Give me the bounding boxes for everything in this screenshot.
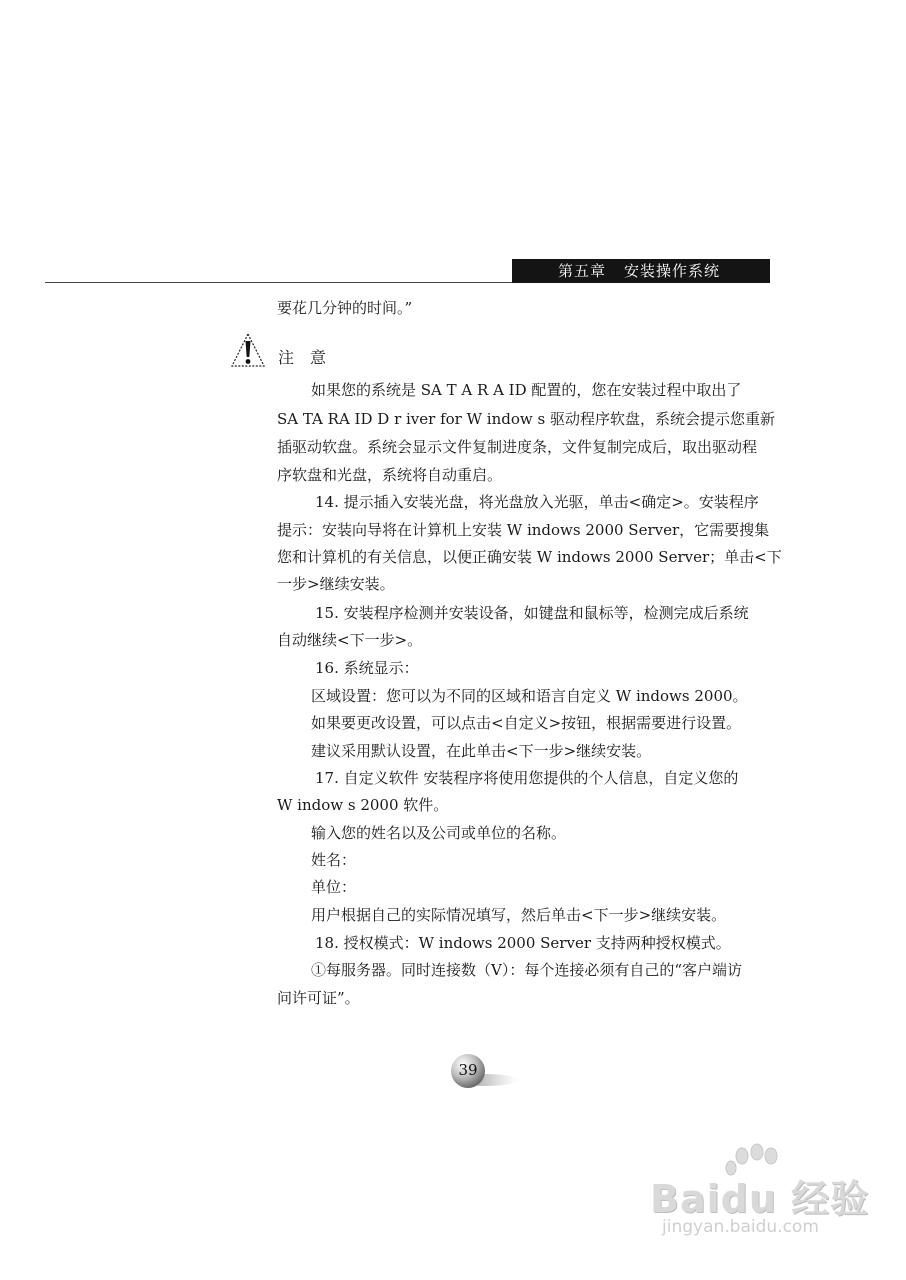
chapter-header xyxy=(512,259,770,283)
body-line: 建议采用默认设置，在此单击<下一步>继续安装。 xyxy=(311,742,652,760)
body-line: ①每服务器。同时连接数（V）：每个连接必须有自己的“客户端访 xyxy=(311,961,743,979)
body-line: W indow s 2000 软件。 xyxy=(277,796,449,814)
body-line: 自动继续<下一步>。 xyxy=(277,631,423,649)
body-line: 18. 授权模式：W indows 2000 Server 支持两种授权模式。 xyxy=(315,934,731,952)
body-line: 问许可证”。 xyxy=(277,989,360,1007)
body-line: 用户根据自己的实际情况填写，然后单击<下一步>继续安装。 xyxy=(311,906,727,924)
chapter-title: 安装操作系统 xyxy=(624,262,721,280)
page-number: 39 xyxy=(458,1061,478,1079)
body-line: 区域设置：您可以为不同的区域和语言自定义 W indows 2000。 xyxy=(311,687,748,705)
body-line: 17. 自定义软件 安装程序将使用您提供的个人信息，自定义您的 xyxy=(315,769,739,787)
note-title: 注意 xyxy=(278,348,343,367)
body-line: 一步>继续安装。 xyxy=(277,575,395,593)
body-line: 如果要更改设置，可以点击<自定义>按钮，根据需要进行设置。 xyxy=(311,714,742,732)
body-line: SA TA RA ID D r iver for W indow s 驱动程序软盘，系统会提示您重新 xyxy=(277,410,775,428)
body-line: 单位： xyxy=(311,878,357,896)
chapter-number: 第五章 xyxy=(558,262,607,280)
body-line: 姓名： xyxy=(311,851,357,869)
watermark-url: jingyan.baidu.com xyxy=(662,1217,819,1237)
body-line: 输入您的姓名以及公司或单位的名称。 xyxy=(311,824,567,842)
body-line: 14. 提示插入安装光盘，将光盘放入光驱，单击<确定>。安装程序 xyxy=(315,493,759,511)
body-line: 如果您的系统是 SA T A R A ID 配置的，您在安装过程中取出了 xyxy=(311,381,742,399)
body-line: 16. 系统显示： xyxy=(315,659,419,677)
body-line: 要花几分钟的时间。” xyxy=(277,299,413,317)
warning-icon xyxy=(230,332,266,368)
body-line: 插驱动软盘。系统会显示文件复制进度条，文件复制完成后，取出驱动程 xyxy=(277,438,758,456)
body-line: 序软盘和光盘，系统将自动重启。 xyxy=(277,466,503,484)
body-line: 您和计算机的有关信息，以便正确安装 W indows 2000 Server；单击<下 xyxy=(277,548,782,566)
body-line: 15. 安装程序检测并安装设备，如键盘和鼠标等，检测完成后系统 xyxy=(315,604,749,622)
body-line: 提示：安装向导将在计算机上安装 W indows 2000 Server，它需要搜集 xyxy=(277,521,770,539)
watermark-brand: Baidu 经验 xyxy=(650,1177,870,1221)
